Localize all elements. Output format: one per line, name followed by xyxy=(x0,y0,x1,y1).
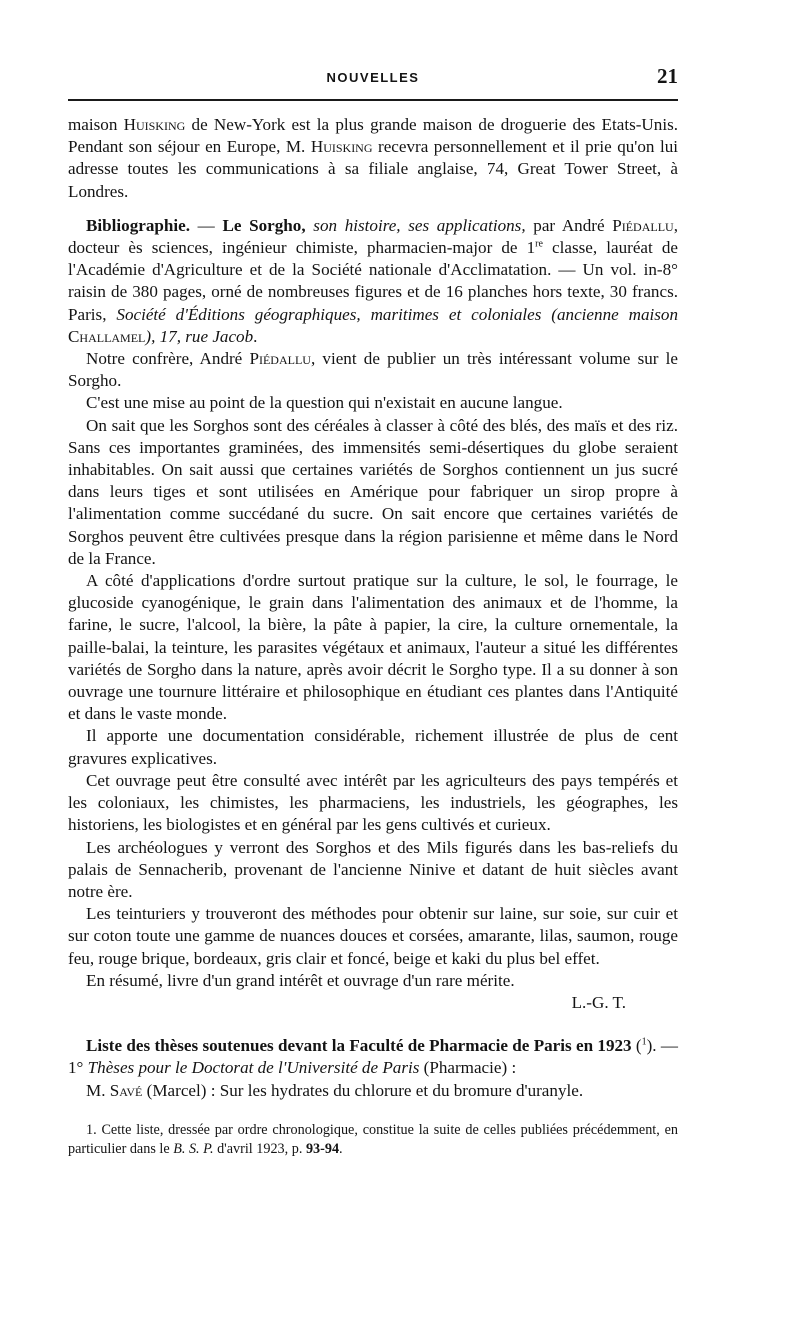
publisher-street: rue Jacob xyxy=(185,326,254,346)
signature: L.-G. T. xyxy=(571,992,626,1012)
book-title: Le Sorgho, xyxy=(222,215,306,235)
journal-abbrev: B. S. P. xyxy=(173,1140,214,1157)
running-title: NOUVELLES xyxy=(326,70,420,85)
person-name: Huisking xyxy=(123,115,186,134)
paragraph-a-cote: A côté d'applications d'ordre surtout pratique sur la culture, le sol, le fourrage, le glucoside cyanogénique, le grain dans l'alimentation des animaux et de l'homme, la farine, le sucre, l'alcool, la bière, la pâte à papier, la cire, la culture ornementale, la paille-balai, la teinture, les parasites végétaux et animaux, l'auteur a situé les différentes variétés de Sorgho dans la nature, après avoir décrit le Sorgho type. Il a su donner à son ouvrage une tournure littéraire et philosophique en étudiant ces plantes dans l'Antiquité et dans le vaste monde. xyxy=(68,571,678,724)
ordinal-superscript: re xyxy=(535,238,543,250)
person-name: Huisking xyxy=(310,137,373,157)
header-rule xyxy=(68,99,678,101)
theses-category: Thèses pour le Doctorat de l'Université de Paris xyxy=(87,1058,420,1078)
footnote-marker: 1 xyxy=(641,1036,647,1048)
paragraph-consulte: Cet ouvrage peut être consulté avec intérêt par les agriculteurs des pays tempérés et les coloniaux, les chimistes, les pharmaciens, les industriels, les géographes, les historiens, les biologistes et en général par les gens cultivés et curieux. xyxy=(68,770,678,835)
section-heading: Bibliographie. xyxy=(86,215,191,235)
page-number: 21 xyxy=(657,64,678,88)
text-column xyxy=(68,114,678,1159)
paragraph-mise-au-point: C'est une mise au point de la question qui n'existait en aucune langue. xyxy=(86,393,563,413)
paragraph-resume: En résumé, livre d'un grand intérêt et ouvrage d'un rare mérite. xyxy=(86,970,515,990)
paragraph-teinturiers: Les teinturiers y trouveront des méthodes pour obtenir sur laine, sur soie, sur cuir et sur coton toute une gamme de nuances douces et corsées, amarante, lilas, saumon, rouge feu, rouge brique, bordeaux, gris clair et foncé, beige et kaki du plus bel effet. xyxy=(68,904,678,968)
book-subtitle: son histoire, ses applications, xyxy=(313,215,526,235)
person-name: Savé xyxy=(109,1080,143,1100)
page-range: 93-94 xyxy=(305,1140,340,1157)
paragraph-confrere: Notre confrère, André Piédallu, vient de publier un très intéressant volume sur le Sorgho. xyxy=(68,349,678,391)
publisher-name: Challamel xyxy=(68,326,146,346)
page-header xyxy=(68,64,678,92)
paragraph-documentation: Il apporte une documentation considérable, richement illustrée de plus de cent gravures explicatives. xyxy=(68,726,678,768)
footnote: 1. Cette liste, dressée par ordre chronologique, constitue la suite de celles publiées précédemment, en particulier dans le B. S. P. d'avril 1923, p. 93-94. xyxy=(68,1121,678,1157)
spacer xyxy=(68,1014,678,1035)
bibliography-entry: Bibliographie. — Le Sorgho, son histoire, ses applications, par André Piédallu, docteur ès sciences, ingénieur chimiste, pharmacien-major de 1re classe, lauréat de l'Académie d'Agriculture et de la Société nationale d'Acclimatation. — Un vol. in-8° raisin de 380 pages, orné de nombreuses figures et de 16 planches hors texte, 30 francs. Paris, Société d'Éditions géographiques, maritimes et coloniales (ancienne maison Challamel), 17, rue Jacob. xyxy=(68,215,679,346)
publisher: Société d'Éditions géographiques, maritimes et coloniales (ancienne maison xyxy=(116,304,679,324)
paragraph-on-sait: On sait que les Sorghos sont des céréales à classer à côté des blés, des maïs et des riz. Sans ces importantes graminées, des immensités semi-désertiques du globe seraient inhabitables. On sait aussi que certaines variétés de Sorghos contiennent un jus sucré dans leurs tiges et sont utilisées en Amérique pour fabriquer un sirop propre à l'alimentation comme succédané du sucre. On sait encore que certaines variétés de Sorghos peuvent être cultivées presque dans la région parisienne et même dans le Nord de la France. xyxy=(68,415,678,568)
theses-title: Liste des thèses soutenues devant la Faculté de Pharmacie de Paris en 1923 xyxy=(86,1036,632,1056)
author-name: Piédallu xyxy=(612,215,674,235)
theses-heading: Liste des thèses soutenues devant la Faculté de Pharmacie de Paris en 1923 ($^1$). — 1° Thèses pour le Doctorat de l'Université de Paris (Pharmacie) : xyxy=(68,1036,678,1078)
spacer xyxy=(68,203,678,215)
paragraph-huisking: maison Huisking de New-York est la plus grande maison de droguerie des Etats-Unis. Pendant son séjour en Europe, M. Huisking recevra personnellement et il prie qu'on lui adresse toutes les communications à sa filiale anglaise, 74, Great Tower Street, à Londres. xyxy=(68,115,679,201)
paragraph-archeologues: Les archéologues y verront des Sorghos et des Mils figurés dans les bas-reliefs du palais de Sennacherib, provenant de l'ancienne Ninive et datant de huit siècles avant notre ère. xyxy=(68,837,678,901)
thesis-entry: M. Savé (Marcel) : Sur les hydrates du chlorure et du bromure d'uranyle. xyxy=(86,1080,584,1100)
author-name: Piédallu xyxy=(249,349,311,369)
spacer xyxy=(68,1102,678,1121)
